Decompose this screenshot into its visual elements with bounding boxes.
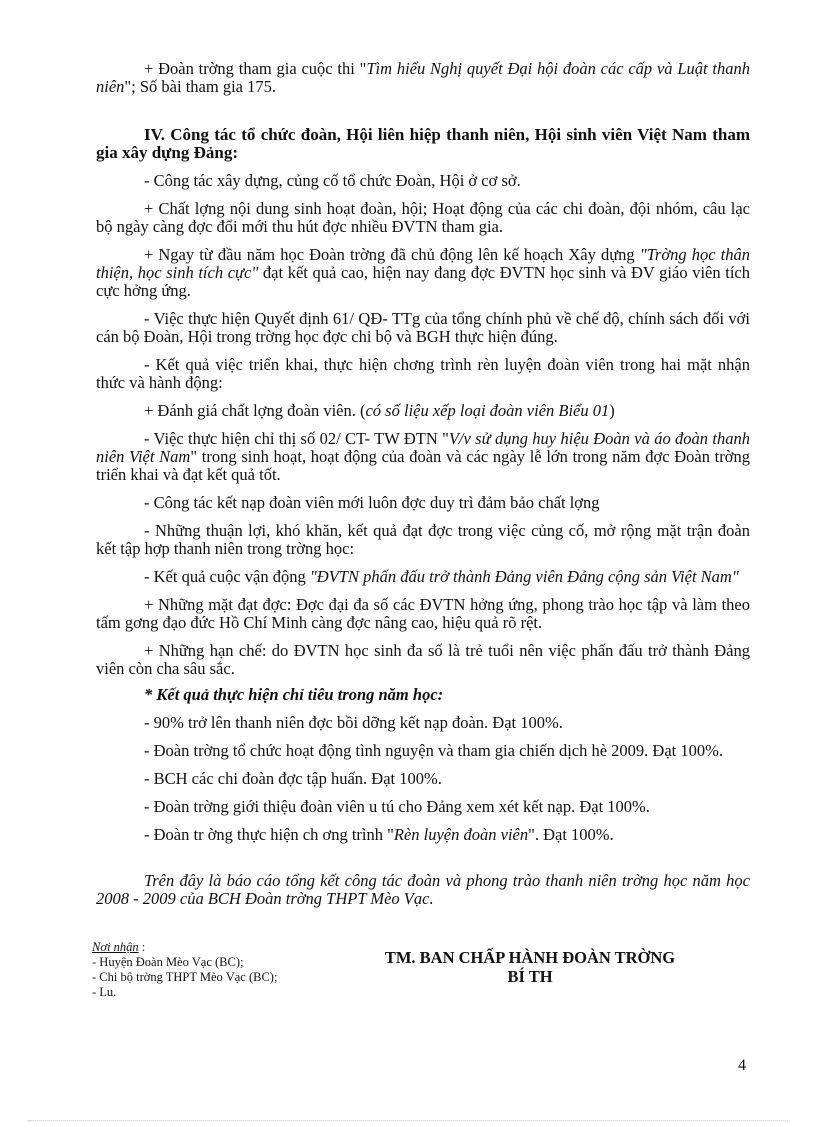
paragraph-3: + Ngay từ đầu năm học Đoàn trờng đã chủ động lên kế hoạch Xây dựng "Trờng học thân thiện, học sinh tích cực" đạt kết quả cao, hiện nay đang đợc ĐVTN học sinh và ĐV giáo viên tích cực hởng ứng. [96, 245, 750, 300]
paragraph-1: - Công tác xây dựng, củng cố tổ chức Đoàn, Hội ở cơ sở. [144, 171, 521, 190]
section-heading-iv: IV. Công tác tổ chức đoàn, Hội liên hiệp thanh niên, Hội sinh viên Việt Nam tham gia xây dựng Đảng: [96, 125, 750, 162]
recipients-title: Nơi nhận [92, 940, 139, 954]
closing-statement: Trên đây là báo cáo tổng kết công tác đoàn và phong trào thanh niên trờng học năm học 2008 - 2009 của BCH Đoàn trờng THPT Mèo Vạc. [96, 871, 750, 908]
recipient-item: - Lu. [92, 985, 117, 999]
paragraph-10: - Kết quả cuộc vận động "ĐVTN phấn đấu trở thành Đảng viên Đảng cộng sản Việt Nam" [144, 567, 739, 586]
paragraph-11: + Những mặt đạt đợc: Đợc đại đa số các ĐVTN hởng ứng, phong trào học tập và làm theo tấm gơng đạo đức Hồ Chí Minh càng đợc nâng cao, hiệu quả rõ rệt. [96, 595, 750, 632]
signature-org: TM. BAN CHẤP HÀNH ĐOÀN TRỜNG [384, 948, 676, 967]
results-heading: * Kết quả thực hiện chỉ tiêu trong năm học: [144, 685, 444, 704]
paragraph-8: - Công tác kết nạp đoàn viên mới luôn đợc duy trì đảm bảo chất lợng [144, 493, 600, 512]
signature-block [360, 948, 700, 986]
paragraph-5: - Kết quả việc triển khai, thực hiện chơng trình rèn luyện đoàn viên trong hai mặt nhận thức và hành động: [96, 355, 750, 392]
recipient-item: - Chi bộ trờng THPT Mèo Vạc (BC); [92, 970, 278, 984]
contest-paragraph: + Đoàn trờng tham gia cuộc thi "Tìm hiểu Nghị quyết Đại hội đoàn các cấp và Luật thanh niên"; Số bài tham gia 175. [96, 59, 750, 96]
paragraph-9: - Những thuận lợi, khó khăn, kết quả đạt đợc trong việc củng cố, mở rộng mặt trận đoàn kết tập hợp thanh niên trong trờng học: [96, 521, 750, 558]
signature-role: BÍ TH [507, 967, 553, 986]
paragraph-4: - Việc thực hiện Quyết định 61/ QĐ- TTg của tổng chính phủ về chế độ, chính sách đối với cán bộ Đoàn, Hội trong trờng học đợc chi bộ và BGH thực hiện đúng. [96, 309, 750, 346]
document-body [96, 60, 750, 908]
result-item: - BCH các chi đoàn đợc tập huấn. Đạt 100%. [144, 769, 442, 788]
page-number: 4 [738, 1057, 746, 1074]
paragraph-2: + Chất lợng nội dung sinh hoạt đoàn, hội; Hoạt động của các chi đoàn, đội nhóm, câu lạc bộ ngày càng đợc đổi mới thu hút đợc nhiều ĐVTN tham gia. [96, 199, 750, 236]
result-item: - Đoàn tr ờng thực hiện ch ơng trình "Rèn luyện đoàn viên". Đạt 100%. [144, 825, 614, 844]
paragraph-6: + Đánh giá chất lợng đoàn viên. (có số liệu xếp loại đoàn viên Biểu 01) [144, 401, 615, 420]
recipients-block: Nơi nhận : - Huyện Đoàn Mèo Vạc (BC); - Chi bộ trờng THPT Mèo Vạc (BC); - Lu. [92, 940, 278, 999]
recipient-item: - Huyện Đoàn Mèo Vạc (BC); [92, 955, 244, 969]
paragraph-7: - Việc thực hiện chỉ thị số 02/ CT- TW ĐTN "V/v sử dụng huy hiệu Đoàn và áo đoàn thanh niên Việt Nam" trong sinh hoạt, hoạt động của đoàn và các ngày lễ lớn trong năm đợc Đoàn trờng triển khai và đạt kết quả tốt. [96, 429, 750, 484]
result-item: - 90% trở lên thanh niên đợc bồi dỡng kết nạp đoàn. Đạt 100%. [144, 713, 563, 732]
footer-divider [28, 1120, 788, 1121]
paragraph-12: + Những hạn chế: do ĐVTN học sinh đa số là trẻ tuổi nên việc phấn đấu trở thành Đảng viên còn cha sâu sắc. [96, 641, 750, 678]
result-item: - Đoàn trờng tổ chức hoạt động tình nguyện và tham gia chiến dịch hè 2009. Đạt 100%. [144, 741, 723, 760]
result-item: - Đoàn trờng giới thiệu đoàn viên u tú cho Đảng xem xét kết nạp. Đạt 100%. [144, 797, 650, 816]
